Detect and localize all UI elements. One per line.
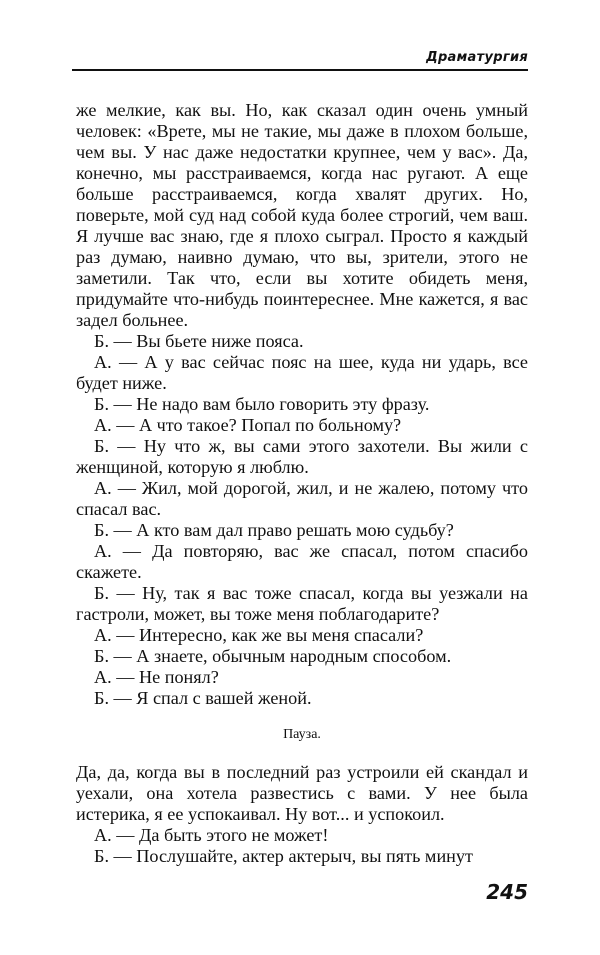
- paragraph: же мелкие, как вы. Но, как сказал один очень умный человек: «Врете, мы не такие, мы даже в плохом больше, чем вы. У нас даже недостатки крупнее, чем у вас». Да, конечно, мы расстраиваемся, когда нас ругают. А еще больше расстраиваемся, когда хвалят других. Но, поверьте, мой суд над собой куда более строгий, чем ваш. Я лучше вас знаю, где я плохо сыграл. Просто я каждый раз думаю, наивно думаю, что вы, зрители, этого не заметили. Так что, если вы хотите обидеть меня, придумайте что-нибудь поинтереснее. Мне кажется, я вас задел больнее.: [76, 100, 528, 330]
- paragraph: Да, да, когда вы в последний раз устроили ей скандал и уехали, она хотела развестись с вами. У нее была истерика, я ее успокаивал. Ну вот... и успокоил.: [76, 762, 528, 824]
- dialogue-line: Б. — Не надо вам было говорить эту фразу.: [94, 394, 430, 414]
- dialogue-line: А. — Жил, мой дорогой, жил, и не жалею, потому что спасал вас.: [76, 478, 528, 519]
- dialogue-line: Б. — Я спал с вашей женой.: [94, 688, 312, 708]
- dialogue-line: Б. — А знаете, обычным народным способом.: [94, 646, 452, 666]
- dialogue-line: А. — А что такое? Попал по больному?: [94, 415, 402, 435]
- header-divider: [72, 69, 528, 71]
- dialogue-line: А. — Не понял?: [94, 667, 219, 687]
- dialogue-line: А. — Интересно, как же вы меня спасали?: [94, 625, 424, 645]
- running-header-title: Драматургия: [426, 50, 528, 65]
- dialogue-line: Б. — Послушайте, актер актерыч, вы пять минут: [94, 846, 473, 866]
- dialogue-line: А. — Да повторяю, вас же спасал, потом спасибо скажете.: [76, 541, 528, 582]
- dialogue-line: Б. — Ну, так я вас тоже спасал, когда вы уезжали на гастроли, может, вы тоже меня поблагодарите?: [76, 583, 528, 624]
- dialogue-line: А. — А у вас сейчас пояс на шее, куда ни ударь, все будет ниже.: [76, 352, 528, 393]
- dialogue-line: А. — Да быть этого не может!: [94, 825, 329, 845]
- page-number: 245: [486, 880, 528, 904]
- stage-direction: Пауза.: [283, 727, 321, 742]
- body-text: [76, 100, 528, 867]
- dialogue-line: Б. — Вы бьете ниже пояса.: [94, 331, 304, 351]
- dialogue-line: Б. — А кто вам дал право решать мою судьбу?: [94, 520, 454, 540]
- dialogue-line: Б. — Ну что ж, вы сами этого захотели. Вы жили с женщиной, которую я люблю.: [76, 436, 528, 477]
